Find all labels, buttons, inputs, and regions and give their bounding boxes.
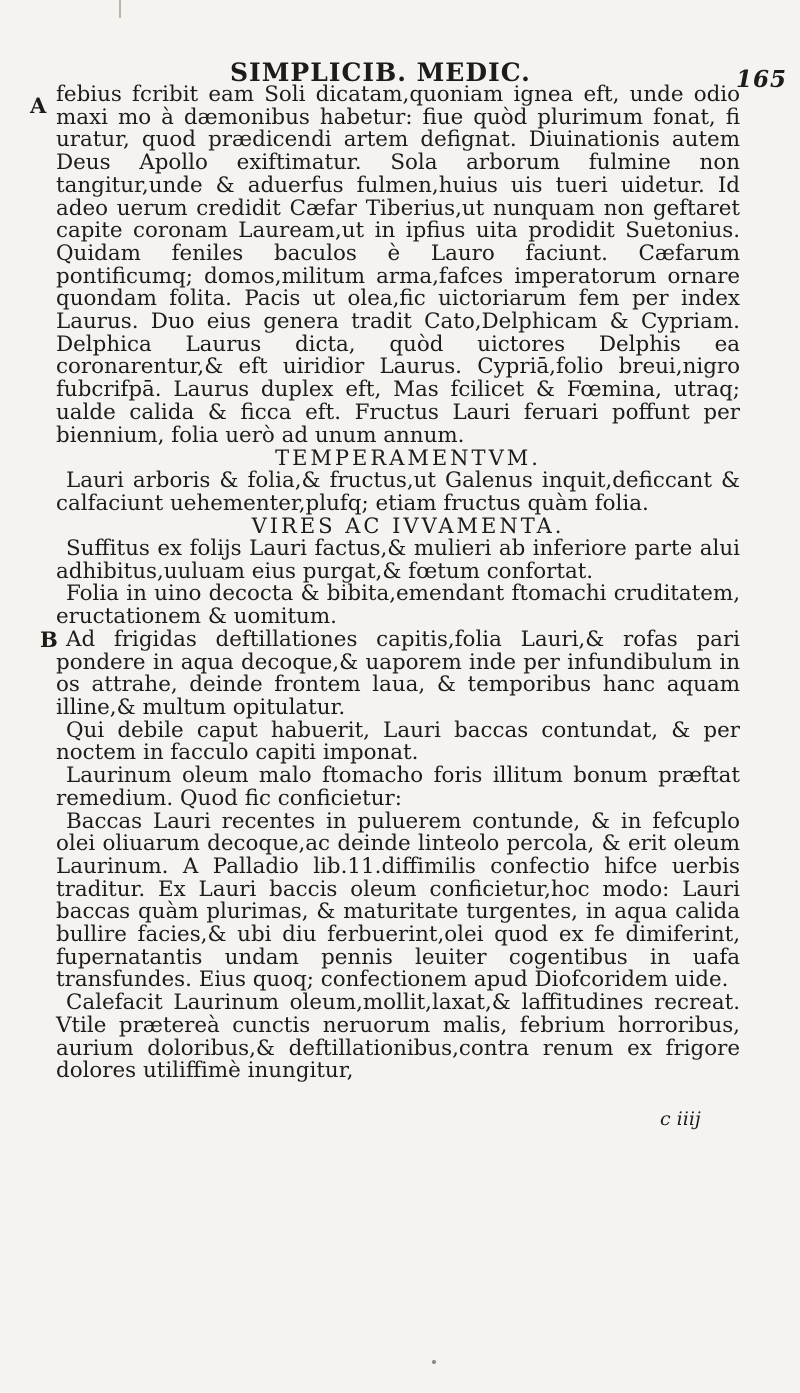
running-title: SIMPLICIB. MEDIC. (230, 58, 531, 87)
paragraph: Qui debile caput habuerit, Lauri baccas contundat, & per noctem in facculo capiti imponat. (56, 717, 740, 766)
paragraph: Calefacit Laurinum oleum,mollit,laxat,& laffitudines recreat. Vtile prætereà cunctis neruorum malis, febrium horroribus, aurium doloribus,& deftillationibus,contra renum ex frigore dolores utiliffimè inungitur, (56, 990, 740, 1084)
body-text (56, 84, 740, 1083)
paragraph: Laurinum oleum malo ftomacho foris illitum bonum præftat remedium. Quod fic conficietur: (56, 763, 740, 811)
section-heading: VIRES AC IVVAMENTA. (251, 514, 565, 539)
page-number: 165 (736, 66, 788, 93)
page-edge-mark (119, 0, 121, 18)
section-heading: TEMPERAMENTVM. (275, 446, 541, 471)
paragraph: Suffitus ex folijs Lauri factus,& mulieri ab inferiore parte alui adhibitus,uuluam eius purgat,& fœtum confortat. (56, 536, 740, 584)
ink-speck (432, 1360, 436, 1364)
paragraph: Lauri arboris & folia,& fructus,ut Galenus inquit,deficcant & calfaciunt uehementer,plufq; etiam fructus quàm folia. (56, 467, 740, 516)
signature-mark: c iiij (660, 1108, 701, 1130)
margin-letter-a: A (30, 93, 47, 118)
paragraph: febius fcribit eam Soli dicatam,quoniam ignea eft, unde odio maxi mo à dæmonibus habetur: fiue quòd plurimum fonat, fi uratur, quod prædicendi artem defignat. Diuinationis autem Deus Apollo exiftimatur. Sola arborum fulmine non tangitur,unde & aduerfus fulmen,huius uis tueri uidetur. Id adeo uerum credidit Cæfar Tiberius,ut nunquam non geftaret capite coronam Lauream,ut in ipfius uita prodidit Suetonius. Quidam feniles baculos è Lauro faciunt. Cæfarum pontificumq; domos,militum arma,fafces imperatorum ornare quondam folita. Pacis ut olea,fic uictoriarum fem per index Laurus. Duo eius genera tradit Cato,Delphicam & Cypriam. Delphica Laurus dicta, quòd uictores Delphis ea coronarentur,& eft uiridior Laurus. Cypriā,folio breui,nigro fubcrifpā. Laurus duplex eft, Mas fcilicet & Fœmina, utraq; ualde calida & ficca eft. Fructus Lauri feruari poffunt per biennium, folia uerò ad unum annum. (56, 82, 740, 448)
paragraph: Baccas Lauri recentes in puluerem contunde, & in fefcuplo olei oliuarum decoque,ac deinde linteolo percola, & erit oleum Laurinum. A Palladio lib.11.diffimilis confectio hifce uerbis traditur. Ex Lauri baccis oleum conficietur,hoc modo: Lauri baccas quàm plurimas, & maturitate turgentes, in aqua calida bullire facies,& ubi diu ferbuerint,olei quod ex fe dimiferint, fupernatantis undam pennis leuiter cogentibus in uafa transfundes. Eius quoq; confectionem apud Diofcoridem uide. (56, 808, 740, 993)
margin-letter-b: B (40, 627, 58, 652)
paragraph: Ad frigidas deftillationes capitis,folia Lauri,& rofas pari pondere in aqua decoque,& uaporem inde per infundibulum in os attrahe, deinde frontem laua, & temporibus hanc aquam illine,& multum opitulatur. (56, 626, 740, 720)
paragraph: Folia in uino decocta & bibita,emendant ftomachi cruditatem, eructationem & uomitum. (56, 581, 740, 630)
